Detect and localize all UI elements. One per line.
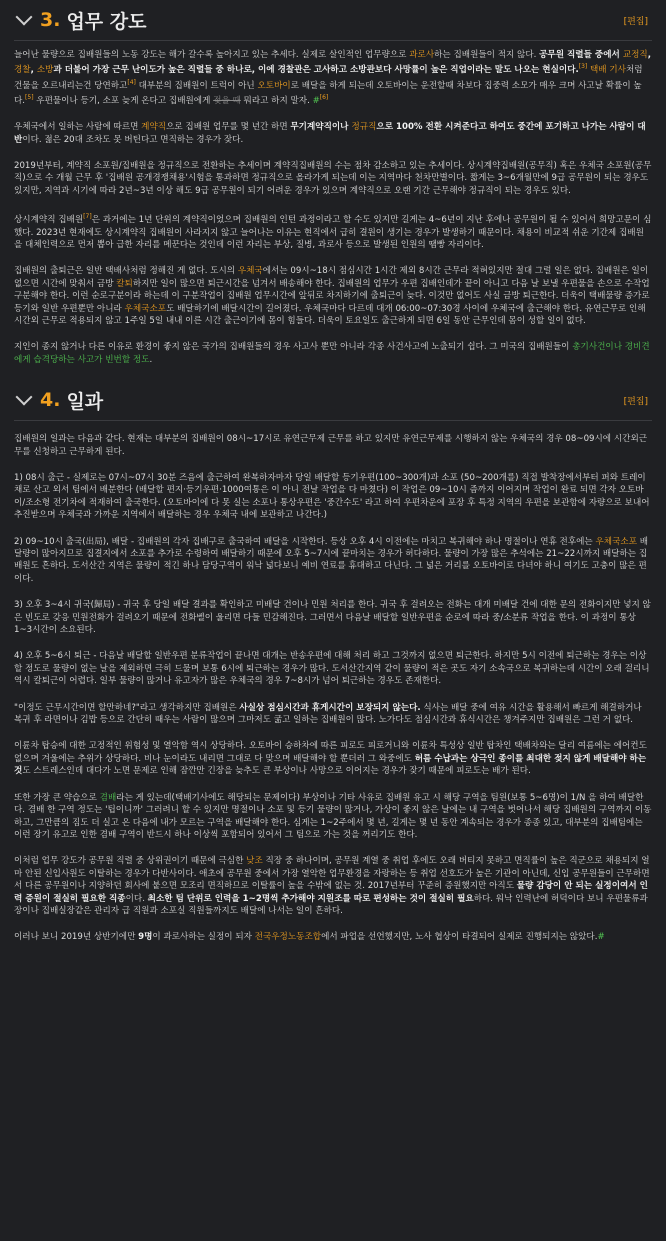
link[interactable]: 총기사건이나 경비견에게 습격당하는 사고가 빈번할 정도 <box>14 342 650 365</box>
paragraph <box>14 855 652 917</box>
section-header-3 <box>14 0 652 41</box>
text: 하다. 워낙 인력난에 허덕이다 보니 우편물류과장이나 집배실장같은 관리자 급 직원과 소포실 직원들까지도 배달에 나서는 일이 흔하다. <box>14 893 648 916</box>
paragraph <box>14 211 652 251</box>
text: 하는 집배원들이 적지 않다. <box>434 50 540 60</box>
text: 식사는 배달 중에 여유 시간을 활용해서 빠르게 해결하거나 복귀 후 라면이나 김밥 등으로 간단히 때우는 사람이 많으며 그마저도 굶고 일하는 집배원이 많다. 노가다도 점심시간과 휴식시간은 챙겨주지만 집배원은 그런 거 없다. <box>14 702 642 726</box>
edit-link[interactable]: [편집] <box>623 17 648 27</box>
paragraph <box>14 740 652 777</box>
text: 처럼 건물을 오르내리는건 당연하고 <box>14 65 643 91</box>
link[interactable]: 겸배 <box>99 792 117 803</box>
text: 이다. <box>125 893 148 904</box>
footnote-ref[interactable]: [4] <box>127 78 136 86</box>
text: . <box>149 354 153 365</box>
section-body-4 <box>14 433 652 944</box>
link[interactable]: 소방 <box>36 65 54 76</box>
link[interactable]: 계약직 <box>141 122 167 133</box>
text: 이 과로사하는 실정이 되자 <box>152 932 255 943</box>
paragraph <box>14 121 652 146</box>
paragraph <box>14 49 652 107</box>
section-body-3 <box>14 49 652 366</box>
text: 이륜차 탑승에 대한 고정적인 위험성 및 열악함 역시 상당하다. 오토바이 승하차에 따른 피로도 피로거니와 이륜차 특성상 일반 탑차인 택배차와는 달리 여름에는 에어컨도 없으며 겨울에는 추위가 상당하다. 비나 눈이라도 내리면 그대로 다 맞으며 배달해야 할 뿐더러 그 와중에도 <box>14 741 647 764</box>
text: 뭐라고 하지 말자. <box>240 95 313 106</box>
section-header-4 <box>14 380 652 421</box>
text: 우체국에서 일하는 사람에 따르면 <box>14 122 142 133</box>
text: 2) 09~10시 출국(出局), 배달 - 집배원의 각자 집배구로 출국하여 배달을 시작한다. 등상 오후 4시 이전에는 마치고 복귀해야 하나 명절이나 연휴 전후에는 <box>14 536 596 547</box>
text: 이다. 젊은 20대 조차도 못 버틴다고 면직하는 경우가 잦다. <box>22 134 244 145</box>
section-title: 일과 <box>66 390 104 413</box>
link[interactable]: 경찰 <box>14 65 31 76</box>
text: 이처럼 업무 강도가 공무원 직렬 중 상위권이기 때문에 극심한 <box>14 856 247 867</box>
text: 으로 집배원 업무를 몇 년간 하면 <box>166 122 291 133</box>
text: 도 배달하기에 배달시간이 길어졌다. 우체국마다 다르데 대개 06:00~07:30경 사이에 우체국에 출근해야 한다. 유연근무로 인해 시간외 근무로 적용되지 않고 1주일 5일 내내 이른 시간 출근이기에 몸이 힘들다. 더욱이 토요일도 출근하게 되면 6일 동안 근무인데 몸이 성할 일이 없다. <box>14 303 646 326</box>
paragraph <box>14 931 652 943</box>
bold-text: 무기계약직이나 <box>290 122 352 133</box>
footnote-ref[interactable]: [6] <box>319 93 329 101</box>
text: 로 배달을 하게 되는데 오토바이는 운전할때 차보다 집중력 소모가 매우 크며 사고날 확률이 높다. <box>14 80 642 106</box>
bold-text: 으로 100% 전환 시켜준다고 하여도 중간에 포기하고 나가는 사람이 대반 <box>14 122 646 145</box>
text: 늘어난 물량으로 집배원들의 노동 강도는 해가 갈수록 높아지고 있는 추세다. 실제로 살인적인 업무량으로 <box>14 50 410 60</box>
paragraph <box>14 702 652 727</box>
bold-text: 9명 <box>138 932 153 943</box>
chevron-down-icon[interactable] <box>16 389 33 406</box>
paragraph: 집배원의 일과는 다음과 같다. 현재는 대부분의 집배원이 08시~17시로 유연근무제 근무를 하고 있지만 유연근무제를 시행하지 않는 우체국의 경우 08~09시에 시간외근무를 신청하고 근무하게 된다. <box>14 434 648 457</box>
section-number: 4. <box>40 389 61 412</box>
footnote-ref[interactable]: [5] <box>25 93 34 101</box>
link[interactable]: 칼퇴 <box>116 278 133 289</box>
paragraph: 1) 08시 출근 - 실제로는 07시~07시 30분 즈음에 출근하여 완복하자마자 당일 배달할 등기우편(100~300개)과 소포 (50~200개를) 직접 발착장에서부터 퍼와 트레이 채로 산고 외서 팀에서 배분한다 (배달할 편지·등기우편·1000여통은 이 아니 전날 작업을 다 마쳤다) 이 작업은 09~10시 즘까지 이어지며 작업이 완료 되면 각자 오토바이/조소형 전기차에 적재하여 출국한다. (오토바이에 다 못 실는 소포나 통상우편은 '중간수도' 라고 하여 우편차운에 포장 후 특정 지역의 우편을 보관함에 자량으로 보내어 추진받으며 우체국과 가까운 지역에서 배달하는 경우 우체국 내에 보관하고 나간다.) <box>14 472 650 521</box>
bold-text: 물량 감당이 안 되는 실정이여서 인력 증원이 절실히 필요한 직종 <box>14 881 648 904</box>
text: 에서 파업을 선언했지만, 노사 협상이 타결되어 실제로 진행되지는 않았다. <box>321 932 598 943</box>
chevron-down-icon[interactable] <box>16 9 33 26</box>
text: 상시계약직 집배원 <box>14 215 84 226</box>
link[interactable]: 낮조 <box>246 856 263 867</box>
bold-text: 과 더불어 가장 근무 난이도가 높은 직렬들 중 하나로, 이에 경찰관은 고사하고 소방관보다 사망률이 높은 직업이라는 말도 나오는 현실이다. <box>53 65 579 76</box>
link[interactable]: 교정직 <box>622 50 648 60</box>
link[interactable]: 과로사 <box>409 50 435 60</box>
link[interactable]: 전국우정노동조합 <box>254 932 322 943</box>
text: 또한 가장 큰 약습으로 <box>14 792 100 803</box>
bold-text: 공무원 직렬들 중에서 <box>539 50 623 60</box>
text: 배달량이 많아지므로 집결지에서 소포를 추가로 수령하여 배달하기 때문에 오후 5~7시에 끝마치는 경우가 허다하다. 물량이 가장 많은 추석에는 21~22시까지 배달하는 집배원도 흔하다. 도서산간 지역은 물량이 적긴 하나 담당구역이 워낙 넓다보니 예비 연료를 휴대하고 다닌다. 그 넓은 거리를 오토바이로 다녀야 하니 여기도 고충이 많은 편이다. <box>14 536 649 584</box>
text: 도 스트레스인데 대다가 노면 문제로 인해 잠깐만 긴장을 늦추도 큰 부상이나 사망으로 이어지는 경우가 잦기 때문에 피로도는 배가 된다. <box>22 766 531 777</box>
text: "이정도 근무시간이면 할만하네?"라고 생각하지만 집배원은 <box>14 702 240 713</box>
bold-text: 최소한 팀 단위로 인력을 1~2명씩 추가해야 지원조를 따로 편성하는 것이 절실히 필요 <box>147 893 474 904</box>
text: 라는 게 있는데(택배기사에도 해당되는 문제이다) 부상이나 기타 사유로 집배원 유고 시 해당 구역을 팀원(보통 5~6명)이 1/N 을 하여 배달한다. 겸배 한 구역 정도는 '팁이니까' 그러려니 할 수 있지만 명절이나 소포 및 등기 물량이 많거나, 가상이 좋지 않은 날에는 내 구역을 벗어나서 해당 집배원의 구역까지 이동 하고, 그만큼의 짐도 더 실고 온 다음에 내가 모르는 구역을 배달해야 한다. 심게는 1~2주에서 몇 년, 길게는 몇 년 동안 계속되는 경우가 종종 있고, 대부분의 집배팀에는 이런 장기 유고로 인한 겸배 구역이 반드시 하나 이상씩 포함되어 있어서 그 팀으로 가는 것을 꺼리기도 한다. <box>14 792 652 840</box>
link[interactable]: 우체국소포 <box>124 303 167 314</box>
text: 이러나 보니 2019년 상반기에만 <box>14 932 139 943</box>
footnote-ref[interactable]: [7] <box>83 213 92 221</box>
paragraph <box>14 536 652 586</box>
paragraph <box>14 792 652 842</box>
section-number: 3. <box>40 9 61 31</box>
text: 우편물이나 등기, 소포 늦게 온다고 집배원에게 <box>33 95 214 106</box>
hash-link[interactable]: # <box>597 932 605 943</box>
link[interactable]: 우체국소포 <box>595 536 637 547</box>
bold-text: , <box>30 65 37 76</box>
link[interactable]: 택배 기사 <box>590 65 626 76</box>
strike-text: 젖을 때 <box>213 95 241 106</box>
edit-link[interactable]: [편집] <box>623 397 648 408</box>
paragraph: 4) 오후 5~6시 퇴근 - 다음날 배달할 일반우편 분류작업이 끝나면 대개는 반송우편에 대해 처리 하고 그것까지 없으면 퇴근한다. 하지만 5시 이전에 퇴근하는 경우는 이상할 정도로 물량이 없는 날을 제외하면 극히 드물며 보통 6시에 퇴근하는 경우가 많다. 도서산간지역 같이 물량이 적은 곳도 자기 소속국으로 복귀하는데 시간이 오래 걸리니 역시 칼퇴근이 어렵다. 일부 물량이 많거나 유고자가 많은 우체국의 경우 7~8시가 넘어 퇴근하는 경우도 존재한다. <box>14 651 650 687</box>
text: 직장 중 하나이며, 공무원 계열 중 취업 후에도 오래 버티지 못하고 면직률이 높은 직군으로 채용되지 얼마 안된 신입사원도 이탈하는 경우가 다반사이다. 애초에 공무원 중에서 가장 열악한 업무환경을 자랑하는 등 취업 선호도가 높은 기관이 아닌데, 신입 공무원들이 근무하면서 다른 공무원이나 지양하던 회사에 붙으면 모조리 면직하므로 이탈률이 높을 수밖에 없는 것. 2017년부터 꾸준히 증원했지만 아직도 <box>14 856 650 892</box>
text: 에서는 09시~18시 점심시간 1시간 제외 8시간 근무라 적혀있지만 절대 그럴 일은 없다. 집배원은 일이 없으면 시간에 맞춰서 금방 <box>14 266 649 289</box>
footnote-ref[interactable]: [3] <box>578 63 588 71</box>
paragraph <box>14 341 652 366</box>
text: 집배원의 출퇴근은 일반 택배사처럼 정해진 게 없다. 도시의 <box>14 266 238 277</box>
link[interactable]: 정규직 <box>351 122 377 133</box>
section-title: 업무 강도 <box>66 10 147 33</box>
text: 대부분의 집배원이 트럭이 아닌 <box>135 80 258 91</box>
paragraph <box>14 265 652 327</box>
text: 하지만 일이 많으면 퇴근시간을 넘겨서 배송해야 한다. 집배원의 업무가 우편 집배인데가 끝이 아니고 다음 날 보낼 우편물을 손으로 수작업 구분해야 한다. 이런 순로구분이라 하는데 이 구분작업이 집배원 업무시간에 앞뒤로 차지하기에 출퇴근이 늦다. 이것만 없어도 사실 금방 퇴근한다. 더욱이 택배물량 증가로 등기와 일반 우편뿐만 아니라 <box>14 278 650 314</box>
bold-text: , <box>647 50 651 60</box>
link[interactable]: 우체국 <box>237 266 263 277</box>
text: 은 과거에는 1년 단위의 계약직이었으며 집배원의 인턴 과정이라고 할 수도 있지만 길게는 4~6년이 지난 후에나 공무원이 될 수 있어서 희망고문이 심했다. 2023년 현재에도 상시계약직 집배원이 사라지지 않고 늘어나는 이유는 현직에서 급히 결원이 생기는 경우가 발생하기 때문이다. 채용이 비교적 쉬운 기간제 집배원을 대체인력으로 먼저 뽑아 급한 자리를 메꾼다는 것인데 이런 자리는 부상, 질병, 과로사 등으로 발생된 인원의 땜빵 자리이다. <box>14 215 652 250</box>
text: 지인이 종지 않거나 다른 이유로 환경이 좋지 않은 국가의 집배원들의 경우 사고사 뿐만 아니라 각종 사건사고에 노출되기 쉽다. 그 미국의 집배원들이 <box>14 342 573 353</box>
paragraph: 2019년부터, 계약직 소포원/집배원을 정규직으로 전환하는 추세이며 계약직집배원의 수는 점차 감소하고 있는 추세이다. 상시계약집배원(공무직) 혹은 우체국 소포원(공무직)으로 수 개월 근무 후 '집배원 공개경쟁채용'시험을 통과하면 정규직으로 올라가게 되는데 이는 지역마다 천차만별이다. 짧게는 3~6개월만에 9급 공무원이 되는 경우도 있지만, 지역과 시기에 따라 2년~3년 이상 해도 9급 공무원이 되기 어려운 경우가 있으며 계약직으로 오랜 기간 근무해야 정규직이 되는 경우도 있다. <box>14 161 652 196</box>
bold-text: 허름 수납과는 상극인 종이를 최대한 젖지 않게 배달해야 하는 것 <box>14 753 647 777</box>
paragraph: 3) 오후 3~4시 귀국(歸局) - 귀국 후 당일 배달 결과를 확인하고 미배달 건이나 민원 처리를 한다. 귀국 후 걸려오는 전화는 대개 미배달 건에 대한 문의 전화이지만 넣지 않은 빈도로 갖응 민원전화가 걸려오기 때문에 전화벨이 울리면 다들 민감해진다. 그러면서 다음날 배달할 일반우편을 순로에 따라 중/소분류 작업을 한다. 이 과정이 통상 1~3시간이 소요된다. <box>14 600 651 636</box>
link[interactable]: 오토바이 <box>257 80 291 91</box>
hash-link[interactable]: # <box>312 95 320 106</box>
bold-text: 사실상 점심시간과 휴게시간이 보장되지 않는다. <box>239 702 421 713</box>
